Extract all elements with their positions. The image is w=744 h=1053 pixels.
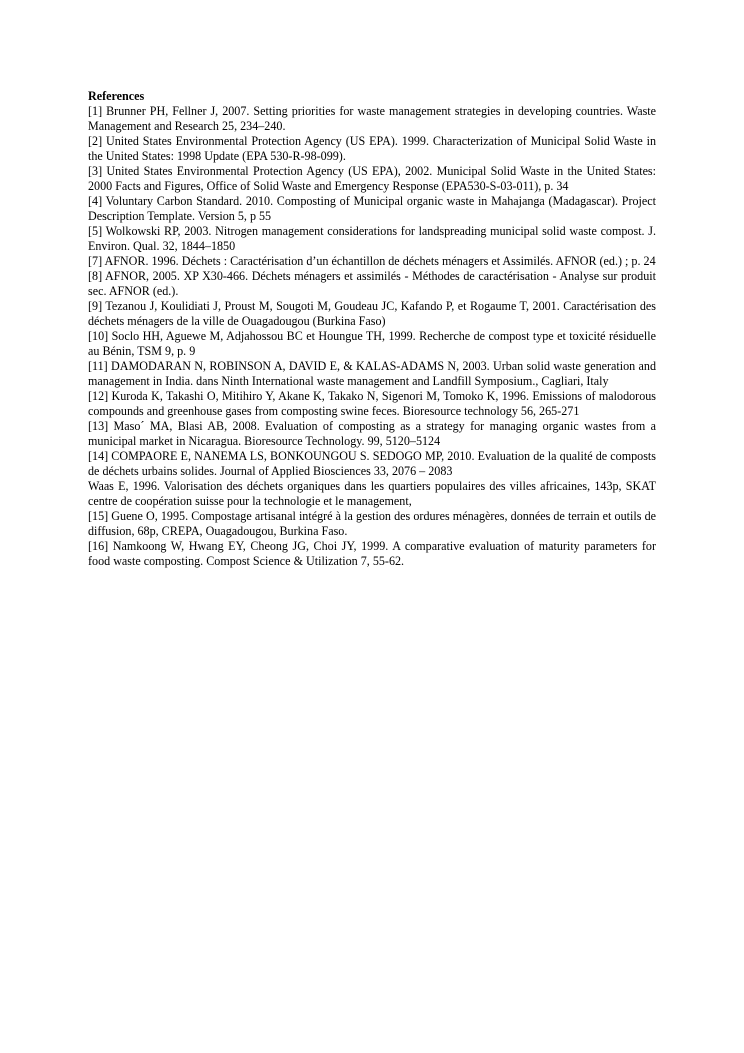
reference-item: [13] Maso´ MA, Blasi AB, 2008. Evaluation of composting as a strategy for managing organic wastes from a municipal market in Nicaragua. Bioresource Technology. 99, 5120–5124 xyxy=(88,419,656,448)
reference-item: [9] Tezanou J, Koulidiati J, Proust M, Sougoti M, Goudeau JC, Kafando P, et Rogaume T, 2001. Caractérisation des déchets ménagers de la ville de Ouagadougou (Burkina Faso) xyxy=(88,299,656,328)
reference-item: [11] DAMODARAN N, ROBINSON A, DAVID E, & KALAS-ADAMS N, 2003. Urban solid waste generation and management in India. dans Ninth International waste management and Landfill Symposium., Cagliari, Italy xyxy=(88,359,656,388)
reference-item: [16] Namkoong W, Hwang EY, Cheong JG, Choi JY, 1999. A comparative evaluation of maturity parameters for food waste composting. Compost Science & Utilization 7, 55-62. xyxy=(88,539,656,568)
reference-item: Waas E, 1996. Valorisation des déchets organiques dans les quartiers populaires des villes africaines, 143p, SKAT centre de coopération suisse pour la technologie et le management, xyxy=(88,479,656,508)
reference-item: [7] AFNOR. 1996. Déchets : Caractérisation d’un échantillon de déchets ménagers et Assimilés. AFNOR (ed.) ; p. 24 xyxy=(88,254,656,268)
reference-item: [14] COMPAORE E, NANEMA LS, BONKOUNGOU S. SEDOGO MP, 2010. Evaluation de la qualité de composts de déchets urbains solides. Journal of Applied Biosciences 33, 2076 – 2083 xyxy=(88,449,656,478)
reference-item: [12] Kuroda K, Takashi O, Mitihiro Y, Akane K, Takako N, Sigenori M, Tomoko K, 1996. Emissions of malodorous compounds and greenhouse gases from composting swine feces. Bioresource technology 56, 265-271 xyxy=(88,389,656,418)
reference-item: [10] Soclo HH, Aguewe M, Adjahossou BC et Houngue TH, 1999. Recherche de compost type et toxicité résiduelle au Bénin, TSM 9, p. 9 xyxy=(88,329,656,358)
reference-item: [1] Brunner PH, Fellner J, 2007. Setting priorities for waste management strategies in developing countries. Waste Management and Research 25, 234–240. xyxy=(88,104,656,133)
reference-item: [4] Voluntary Carbon Standard. 2010. Composting of Municipal organic waste in Mahajanga (Madagascar). Project Description Template. Version 5, p 55 xyxy=(88,194,656,223)
reference-item: [5] Wolkowski RP, 2003. Nitrogen management considerations for landspreading municipal solid waste compost. J. Environ. Qual. 32, 1844–1850 xyxy=(88,224,656,253)
reference-item: [15] Guene O, 1995. Compostage artisanal intégré à la gestion des ordures ménagères, données de terrain et outils de diffusion, 68p, CREPA, Ouagadougou, Burkina Faso. xyxy=(88,509,656,538)
references-heading: References xyxy=(88,89,145,103)
reference-item: [2] United States Environmental Protection Agency (US EPA). 1999. Characterization of Municipal Solid Waste in the United States: 1998 Update (EPA 530-R-98-099). xyxy=(88,134,656,163)
references-section xyxy=(88,89,656,569)
reference-item: [8] AFNOR, 2005. XP X30-466. Déchets ménagers et assimilés - Méthodes de caractérisation - Analyse sur produit sec. AFNOR (ed.). xyxy=(88,269,656,298)
reference-item: [3] United States Environmental Protection Agency (US EPA), 2002. Municipal Solid Waste in the United States: 2000 Facts and Figures, Office of Solid Waste and Emergency Response (EPA530-S-03-011), p. 34 xyxy=(88,164,656,193)
